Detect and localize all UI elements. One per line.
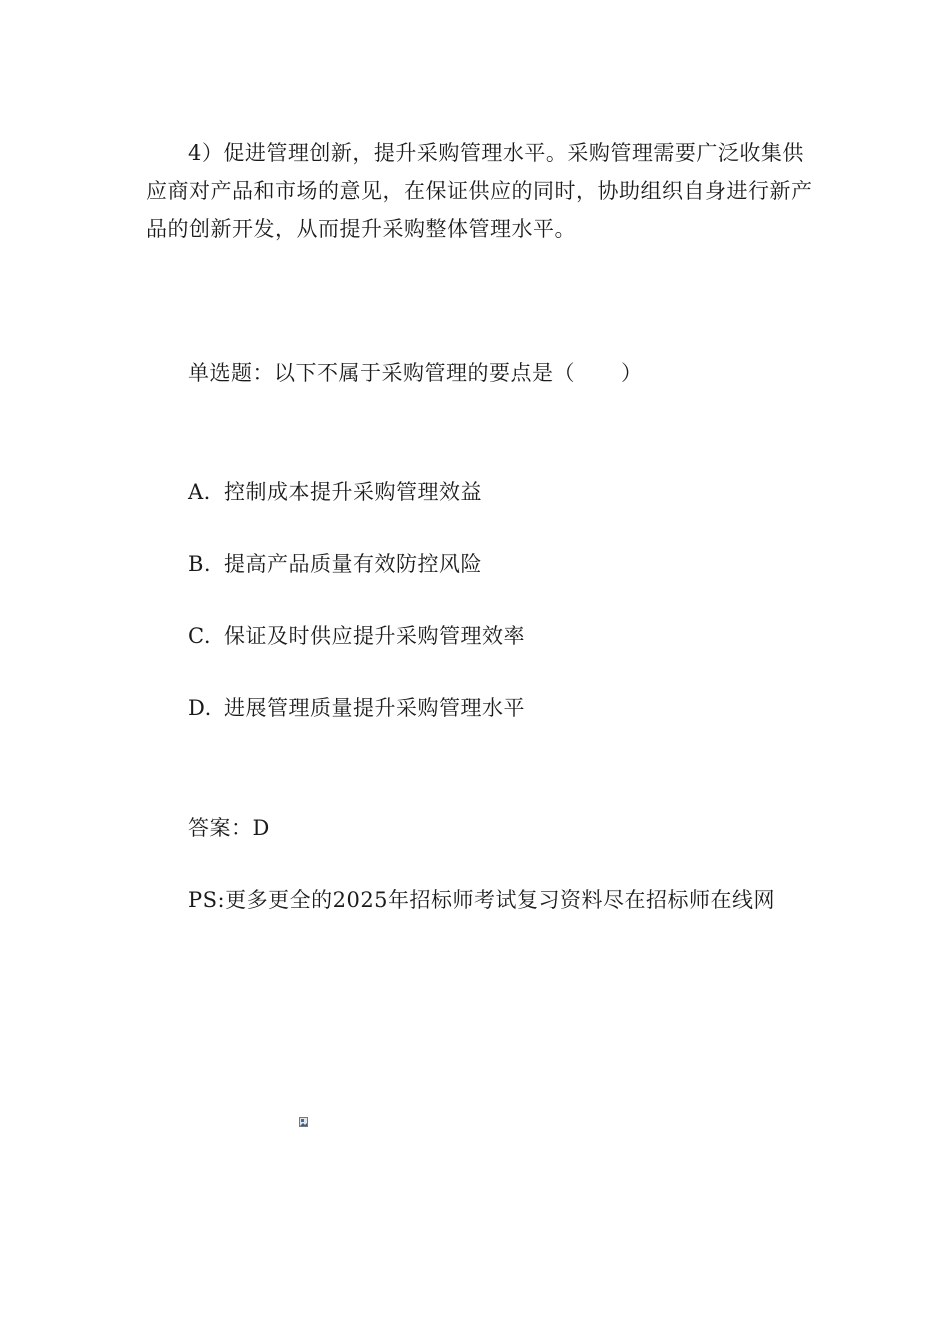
option-c <box>188 620 525 650</box>
option-letter: A. <box>188 480 211 504</box>
option-text: 进展管理质量提升采购管理水平 <box>224 696 525 720</box>
question-stem <box>188 357 643 387</box>
option-b <box>188 548 482 578</box>
document-image-icon <box>299 1117 308 1127</box>
option-text: 保证及时供应提升采购管理效率 <box>224 624 525 648</box>
answer-line: 答案：D <box>188 816 270 840</box>
question-stem-prefix: 单选题：以下不属于采购管理的要点是（ <box>188 361 575 385</box>
option-letter: C. <box>188 624 211 648</box>
option-letter: D. <box>188 696 212 720</box>
option-text: 控制成本提升采购管理效益 <box>224 480 482 504</box>
option-text: 提高产品质量有效防控风险 <box>224 552 482 576</box>
option-letter: B. <box>188 552 212 576</box>
option-d <box>188 692 525 722</box>
body-paragraph: 4）促进管理创新，提升采购管理水平。采购管理需要广泛收集供应商对产品和市场的意见，在保证供应的同时，协助组织自身进行新产品的创新开发，从而提升采购整体管理水平。 <box>146 141 813 241</box>
option-a <box>188 476 482 506</box>
ps-note: PS:更多更全的2025年招标师考试复习资料尽在招标师在线网 <box>188 888 776 912</box>
question-stem-suffix: ） <box>621 361 643 385</box>
